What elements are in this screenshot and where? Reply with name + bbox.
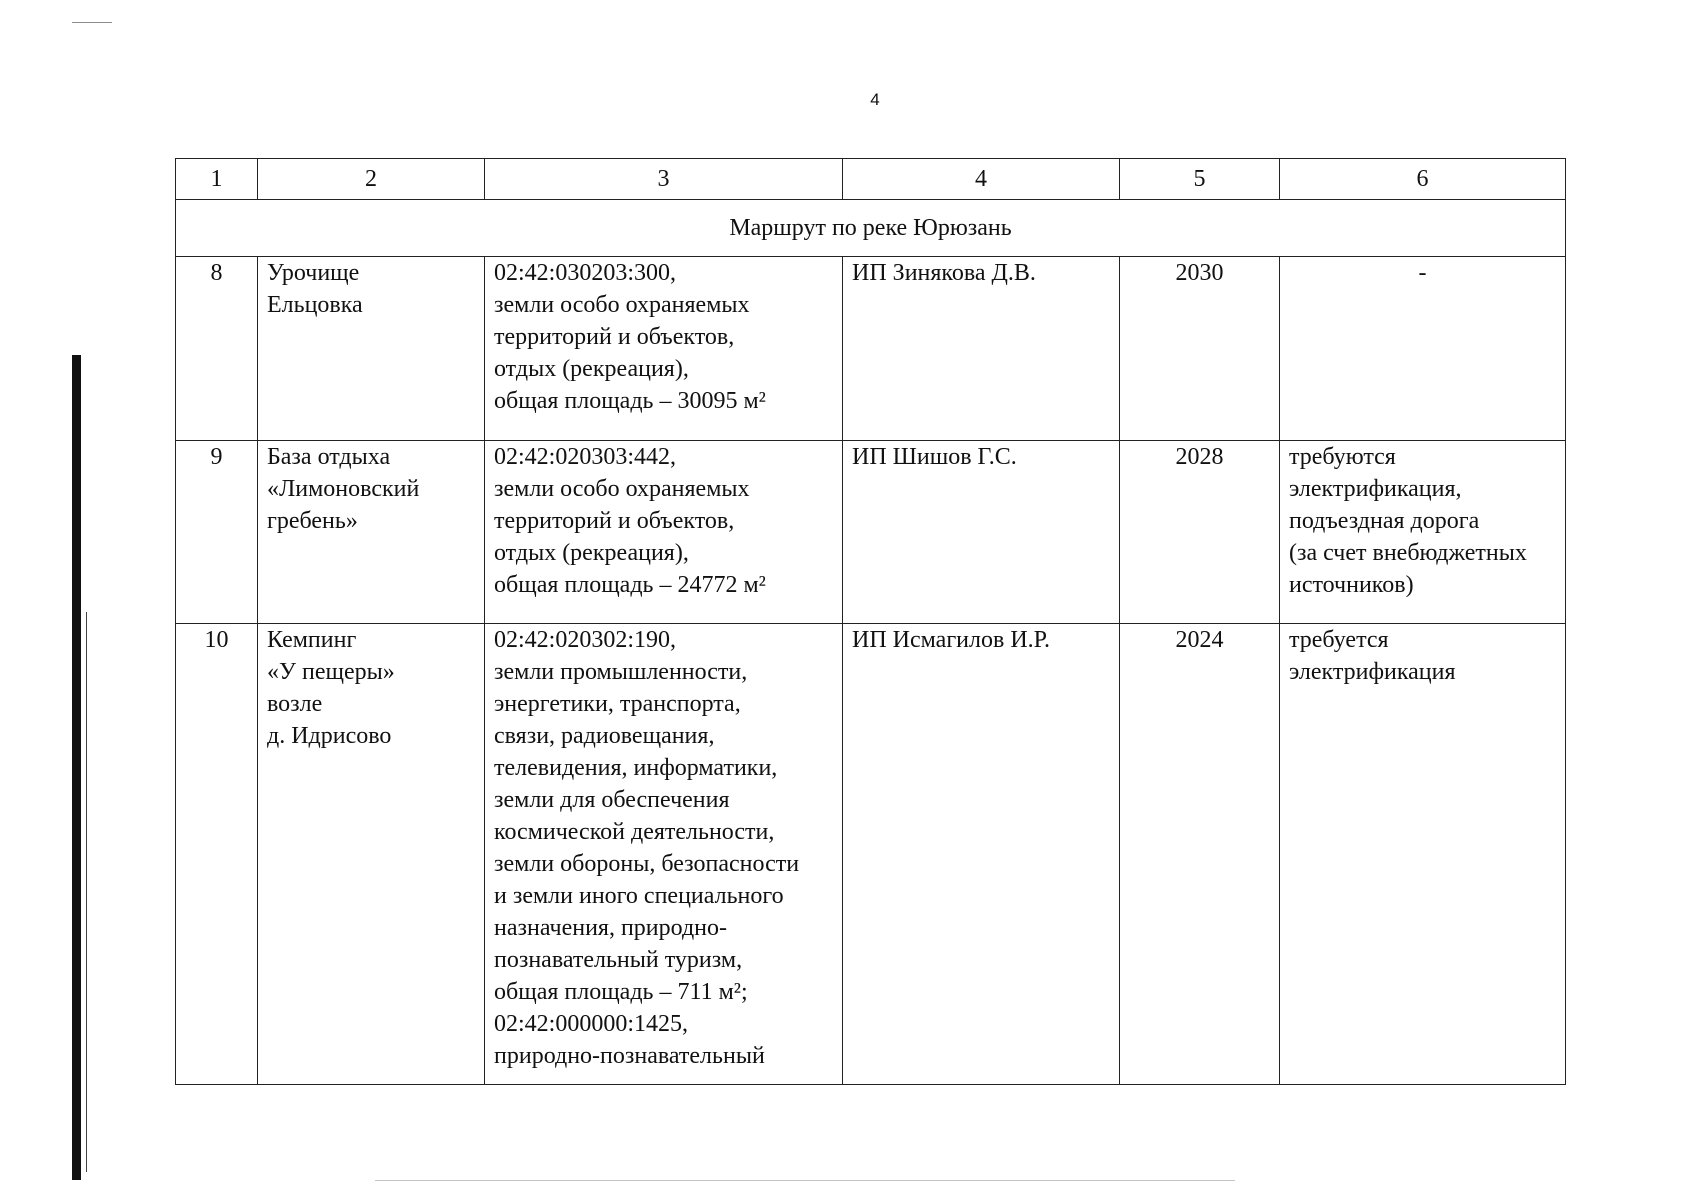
table-row [176,624,1566,1085]
column-number-3: 3 [485,159,843,200]
land-plot-cell [485,441,843,624]
row-number-cell: 10 [176,624,258,1085]
land-plot-text: 02:42:020303:442, земли особо охраняемых территорий и объектов, отдых (рекреация), общая площадь – 24772 м² [494,444,766,598]
table-header-row [176,159,1566,200]
row-number-cell: 8 [176,257,258,441]
scan-artifact-left-bar [72,355,81,1180]
year-cell: 2028 [1120,441,1280,624]
table-row [176,257,1566,441]
land-plot-cell [485,624,843,1085]
note-cell [1280,257,1566,441]
note-cell [1280,441,1566,624]
note-cell [1280,624,1566,1085]
object-name-cell [258,624,485,1085]
owner-cell: ИП Шишов Г.С. [843,441,1120,624]
land-plot-text: 02:42:030203:300, земли особо охраняемых территорий и объектов, отдых (рекреация), общая площадь – 30095 м² [494,260,766,414]
year-cell: 2030 [1120,257,1280,441]
land-plots-table [175,158,1566,1085]
object-name-cell [258,441,485,624]
land-plot-cell [485,257,843,441]
object-name-text: Урочище Ельцовка [267,260,363,318]
section-title: Маршрут по реке Юрюзань [176,200,1566,257]
object-name-text: Кемпинг «У пещеры» возле д. Идрисово [267,627,395,749]
section-row [176,200,1566,257]
owner-cell: ИП Зинякова Д.В. [843,257,1120,441]
scan-artifact-bottom-line [375,1180,1235,1181]
scan-artifact-top-mark [72,22,112,23]
page-number: 4 [870,90,880,109]
note-text: - [1418,260,1427,286]
column-number-1: 1 [176,159,258,200]
owner-cell: ИП Исмагилов И.Р. [843,624,1120,1085]
column-number-4: 4 [843,159,1120,200]
note-text: требуется электрификация [1289,627,1456,685]
object-name-text: База отдыха «Лимоновский гребень» [267,444,420,534]
land-plot-text: 02:42:020302:190, земли промышленности, энергетики, транспорта, связи, радиовещания, телевидения, информатики, земли для обеспечения космической деятельности, земли обороны, безопасности и земли иного специального назначения, природно- познавательный туризм, общая площадь – 711 м²; 02:42:000000:1425, природно-познавательный [494,627,800,1069]
scan-artifact-left-line [86,612,87,1172]
year-cell: 2024 [1120,624,1280,1085]
column-number-5: 5 [1120,159,1280,200]
object-name-cell [258,257,485,441]
note-text: требуются электрификация, подъездная дорога (за счет внебюджетных источников) [1289,444,1527,598]
table-row [176,441,1566,624]
column-number-6: 6 [1280,159,1566,200]
row-number-cell: 9 [176,441,258,624]
column-number-2: 2 [258,159,485,200]
